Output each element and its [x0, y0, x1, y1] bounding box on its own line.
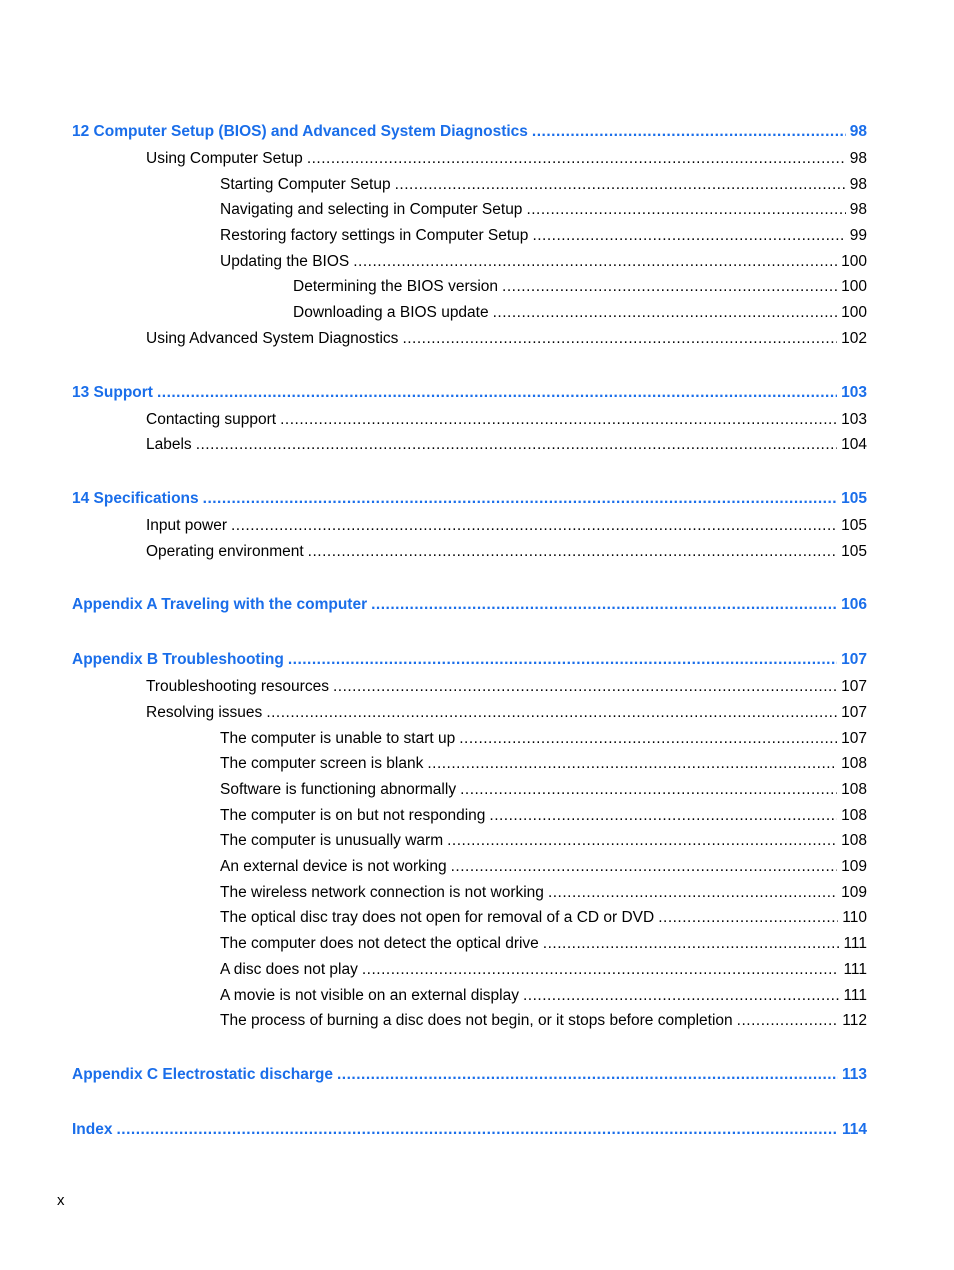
toc-entry-title: Index	[72, 1120, 113, 1138]
toc-heading-link[interactable]	[72, 1066, 867, 1093]
dot-leader	[337, 1066, 838, 1084]
toc-page-number: 110	[842, 909, 867, 927]
dot-leader	[353, 253, 837, 271]
dot-leader	[362, 961, 840, 979]
toc-page-number: 105	[841, 489, 867, 507]
toc-entry-link[interactable]	[72, 330, 867, 356]
toc-page-number: 99	[849, 227, 867, 245]
toc-entry-link[interactable]	[72, 227, 867, 253]
toc-entry-link[interactable]	[72, 730, 867, 756]
toc-page-number: 112	[842, 1012, 867, 1030]
toc-entry-link[interactable]	[72, 176, 867, 202]
dot-leader	[116, 1121, 838, 1139]
toc-entry-link[interactable]	[72, 884, 867, 910]
toc-entry-title: Downloading a BIOS update	[293, 304, 489, 322]
toc-page-number: 111	[843, 986, 867, 1004]
dot-leader	[548, 884, 837, 902]
toc-entry-link[interactable]	[72, 304, 867, 330]
toc-entry-title: Restoring factory settings in Computer Setup	[220, 227, 529, 245]
toc-heading-link[interactable]	[72, 651, 867, 678]
dot-leader	[658, 909, 838, 927]
toc-entry-link[interactable]	[72, 987, 867, 1013]
toc-entry-title: The process of burning a disc does not begin, or it stops before completion	[220, 1012, 733, 1030]
toc-entry-link[interactable]	[72, 436, 867, 462]
toc-entry-title: A disc does not play	[220, 960, 358, 978]
toc-section	[72, 1121, 867, 1148]
dot-leader	[395, 176, 846, 194]
toc-entry-title: Using Advanced System Diagnostics	[146, 329, 399, 347]
toc-entry-title: A movie is not visible on an external display	[220, 986, 519, 1004]
toc-entry-link[interactable]	[72, 807, 867, 833]
toc-page-number: 109	[841, 883, 867, 901]
toc-entry-title: Contacting support	[146, 410, 277, 428]
toc-heading-link[interactable]	[72, 1121, 867, 1148]
toc-page-number: 100	[841, 252, 867, 270]
toc-entry-title: An external device is not working	[220, 858, 447, 876]
toc-entry-title: Starting Computer Setup	[220, 175, 391, 193]
toc-entry-link[interactable]	[72, 1012, 867, 1038]
toc-page-number: 103	[841, 410, 867, 428]
toc-section	[72, 123, 867, 356]
toc-entry-link[interactable]	[72, 411, 867, 437]
dot-leader	[266, 704, 837, 722]
table-of-contents	[72, 123, 867, 1176]
toc-page-number: 98	[849, 175, 867, 193]
toc-page-number: 98	[849, 123, 867, 140]
toc-page-number: 108	[841, 806, 867, 824]
toc-page-number: 108	[841, 781, 867, 798]
toc-entry-title: Updating the BIOS	[220, 252, 350, 270]
toc-entry-link[interactable]	[72, 150, 867, 176]
toc-section	[72, 596, 867, 623]
toc-entry-title: 12 Computer Setup (BIOS) and Advanced System Diagnostics	[72, 123, 528, 140]
toc-entry-title: The computer screen is blank	[220, 755, 424, 773]
toc-entry-title: Software is functioning abnormally	[220, 781, 457, 798]
toc-entry-title: The computer is unable to start up	[220, 729, 456, 747]
dot-leader	[371, 596, 837, 614]
toc-entry-title: Appendix B Troubleshooting	[72, 651, 284, 669]
dot-leader	[737, 1012, 839, 1030]
toc-entry-link[interactable]	[72, 781, 867, 807]
toc-heading-link[interactable]	[72, 490, 867, 517]
toc-page-number: 111	[843, 960, 867, 978]
toc-entry-title: Operating environment	[146, 542, 304, 560]
toc-page-number: 100	[841, 278, 867, 296]
dot-leader	[526, 201, 845, 219]
toc-entry-title: 13 Support	[72, 383, 153, 401]
dot-leader	[532, 227, 845, 245]
dot-leader	[493, 304, 838, 322]
dot-leader	[489, 807, 837, 825]
toc-page-number: 105	[841, 516, 867, 534]
toc-entry-link[interactable]	[72, 909, 867, 935]
dot-leader	[460, 781, 837, 799]
toc-page-number: 107	[841, 703, 867, 721]
toc-entry-title: The optical disc tray does not open for removal of a CD or DVD	[220, 909, 655, 927]
dot-leader	[288, 651, 837, 669]
dot-leader	[543, 935, 840, 953]
toc-entry-title: Navigating and selecting in Computer Setup	[220, 201, 523, 219]
toc-entry-title: Labels	[146, 436, 192, 454]
dot-leader	[402, 330, 837, 348]
toc-page-number: 109	[841, 858, 867, 876]
dot-leader	[203, 490, 837, 508]
dot-leader	[502, 278, 837, 296]
toc-heading-link[interactable]	[72, 123, 867, 150]
dot-leader	[231, 517, 837, 535]
toc-entry-title: The computer is on but not responding	[220, 806, 486, 824]
toc-entry-link[interactable]	[72, 755, 867, 781]
toc-entry-title: The computer is unusually warm	[220, 832, 444, 850]
toc-section	[72, 384, 867, 462]
toc-entry-link[interactable]	[72, 832, 867, 858]
toc-page-number: 108	[841, 755, 867, 773]
toc-page-number: 102	[841, 329, 867, 347]
toc-entry-title: 14 Specifications	[72, 489, 199, 507]
toc-page-number: 113	[841, 1065, 867, 1083]
toc-heading-link[interactable]	[72, 596, 867, 623]
toc-entry-link[interactable]	[72, 201, 867, 227]
toc-page-number: 98	[849, 201, 867, 219]
toc-page-number: 98	[849, 150, 867, 167]
toc-entry-link[interactable]	[72, 704, 867, 730]
dot-leader	[307, 150, 846, 168]
toc-page-number: 111	[843, 935, 867, 953]
dot-leader	[459, 730, 837, 748]
toc-page-number: 107	[841, 678, 867, 696]
toc-section	[72, 490, 867, 568]
toc-page-number: 105	[841, 542, 867, 560]
toc-page-number: 107	[841, 729, 867, 747]
dot-leader	[427, 755, 837, 773]
toc-heading-link[interactable]	[72, 384, 867, 411]
toc-page-number: 114	[841, 1120, 867, 1138]
toc-entry-link[interactable]	[72, 935, 867, 961]
dot-leader	[451, 858, 838, 876]
toc-entry-title: Troubleshooting resources	[146, 678, 329, 696]
toc-entry-link[interactable]	[72, 678, 867, 704]
dot-leader	[333, 678, 837, 696]
toc-entry-title: Resolving issues	[146, 703, 263, 721]
dot-leader	[157, 384, 837, 402]
toc-entry-link[interactable]	[72, 278, 867, 304]
toc-entry-title: The wireless network connection is not working	[220, 883, 544, 901]
toc-page-number: 107	[841, 651, 867, 669]
toc-page-number: 108	[841, 832, 867, 850]
dot-leader	[308, 543, 837, 561]
dot-leader	[447, 832, 837, 850]
toc-entry-title: The computer does not detect the optical drive	[220, 935, 539, 953]
toc-entry-link[interactable]	[72, 517, 867, 543]
toc-entry-title: Input power	[146, 516, 227, 534]
toc-entry-link[interactable]	[72, 858, 867, 884]
toc-entry-title: Appendix A Traveling with the computer	[72, 596, 368, 614]
toc-page-number: 104	[841, 436, 867, 454]
toc-page-number: 100	[841, 304, 867, 322]
toc-entry-link[interactable]	[72, 961, 867, 987]
toc-entry-link[interactable]	[72, 543, 867, 569]
toc-page-number: 106	[841, 596, 867, 614]
toc-entry-title: Determining the BIOS version	[293, 278, 499, 296]
dot-leader	[280, 411, 837, 429]
dot-leader	[532, 123, 846, 141]
dot-leader	[196, 436, 837, 454]
toc-entry-title: Using Computer Setup	[146, 150, 303, 167]
toc-entry-title: Appendix C Electrostatic discharge	[72, 1065, 333, 1083]
toc-entry-link[interactable]	[72, 253, 867, 279]
toc-page-number: 103	[841, 383, 867, 401]
dot-leader	[523, 987, 839, 1005]
page-number: x	[57, 1192, 65, 1209]
toc-section	[72, 1066, 867, 1093]
toc-section	[72, 651, 867, 1038]
